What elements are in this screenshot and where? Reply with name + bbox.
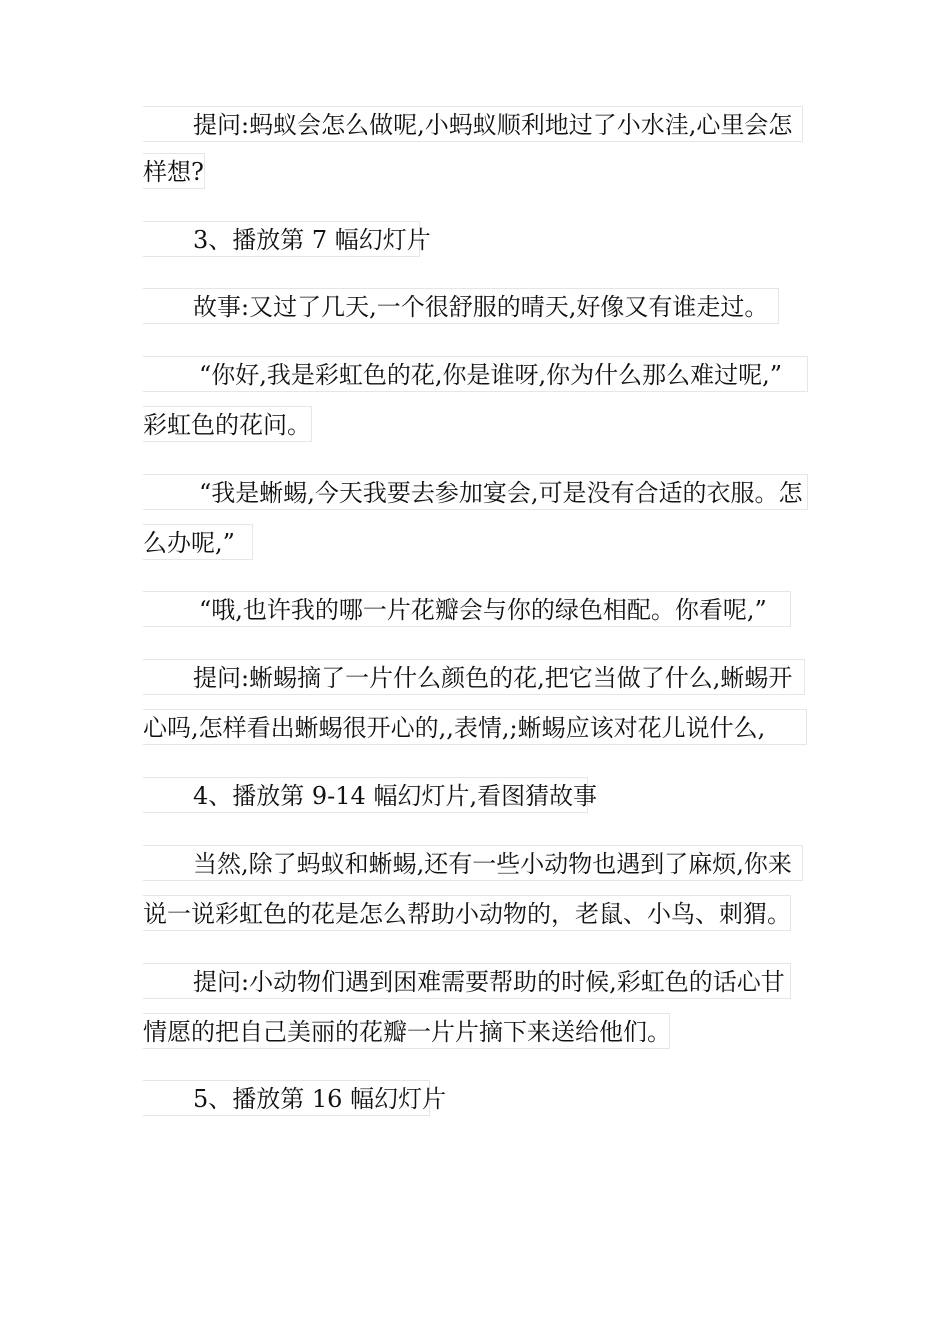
paragraph-line: 样想? (143, 153, 205, 189)
paragraph-line: 提问:蜥蜴摘了一片什么颜色的花,把它当做了什么,蜥蜴开 (143, 659, 805, 695)
paragraph-line: “哦,也许我的哪一片花瓣会与你的绿色相配。你看呢,” (143, 591, 791, 627)
section-heading: 3、播放第 7 幅幻灯片 (143, 221, 420, 257)
paragraph-line: 彩虹色的花问。 (143, 406, 312, 442)
section-heading: 5、播放第 16 幅幻灯片 (143, 1080, 430, 1116)
paragraph-line: 当然,除了蚂蚁和蜥蜴,还有一些小动物也遇到了麻烦,你来 (143, 845, 803, 881)
paragraph-line: 说一说彩虹色的花是怎么帮助小动物的，老鼠、小鸟、刺猬。 (143, 895, 791, 931)
paragraph-line: “你好,我是彩虹色的花,你是谁呀,你为什么那么难过呢,” (143, 356, 808, 392)
paragraph-line: 么办呢,” (143, 524, 253, 560)
section-heading: 4、播放第 9-14 幅幻灯片,看图猜故事 (143, 777, 588, 813)
paragraph-line: 故事:又过了几天,一个很舒服的晴天,好像又有谁走过。 (143, 288, 779, 324)
paragraph-line: 提问:蚂蚁会怎么做呢,小蚂蚁顺利地过了小水洼,心里会怎 (143, 106, 803, 142)
paragraph-line: 心吗,怎样看出蜥蜴很开心的,,表情,;蜥蜴应该对花儿说什么, (143, 709, 807, 745)
paragraph-line: 情愿的把自己美丽的花瓣一片片摘下来送给他们。 (143, 1013, 670, 1049)
paragraph-line: “我是蜥蜴,今天我要去参加宴会,可是没有合适的衣服。怎 (143, 474, 808, 510)
paragraph-line: 提问:小动物们遇到困难需要帮助的时候,彩虹色的话心甘 (143, 963, 791, 999)
